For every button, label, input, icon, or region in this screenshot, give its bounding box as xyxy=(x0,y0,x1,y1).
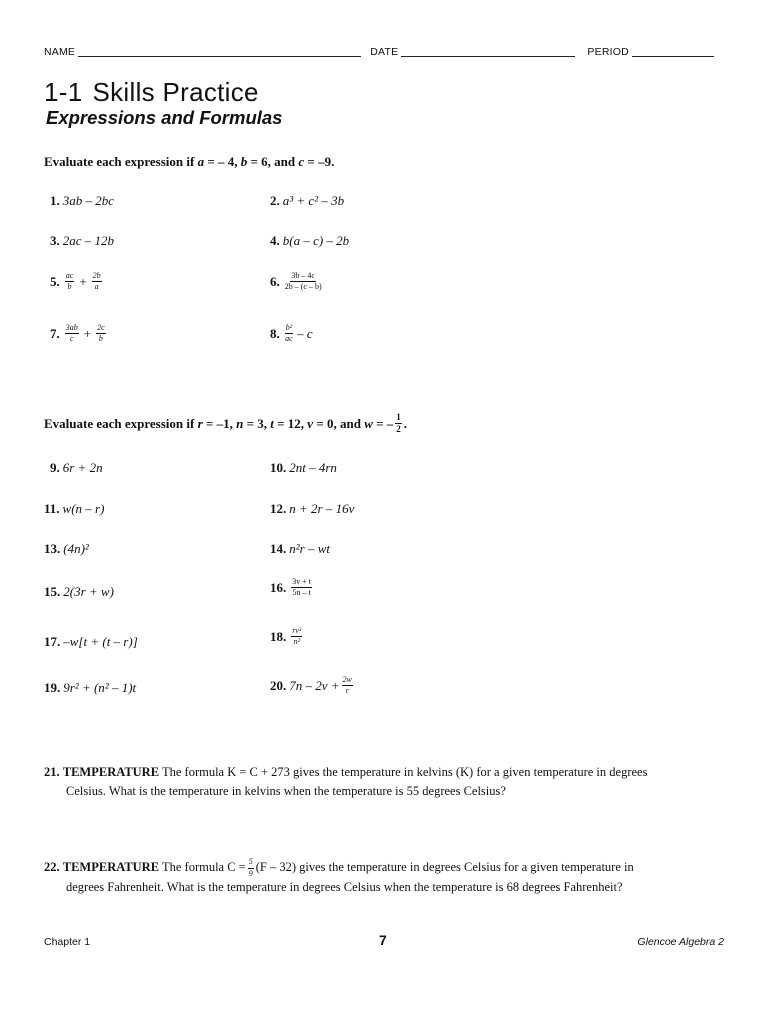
problem-8: 8. $\frac{\text{b²}}{ac}$ – c xyxy=(270,323,313,344)
name-field[interactable] xyxy=(44,45,367,58)
chapter-label: Chapter 1 xyxy=(44,936,91,948)
date-field[interactable] xyxy=(370,45,584,58)
period-blank[interactable] xyxy=(632,45,714,57)
problem-6: 6. $\frac{3b - 4c}{2b - (c - b)}$ xyxy=(270,271,322,292)
problem-16: 16. $\frac{3v + t}{5n - t}$ xyxy=(270,577,311,598)
problem-3: 3. 2ac – 12b xyxy=(50,233,115,248)
problem-10: 10. 2nt – 4rn xyxy=(270,460,337,475)
problem-5: 5. $\frac{ac}{b}$ + $\frac{2b}{a}$ xyxy=(50,271,101,292)
problem-17: 17. –w[t + (t – r)] xyxy=(44,634,138,649)
problem-13: 13. (4n)² xyxy=(44,541,89,556)
date-label: DATE xyxy=(370,46,399,58)
problem-20: 20. 7n – 2v + $\frac{2w}{r}$ xyxy=(270,675,352,696)
period-label: PERIOD xyxy=(587,46,629,58)
problem-14: 14. n²r – wt xyxy=(270,541,330,556)
section1-directions: Evaluate each expression if a = – 4, b = 6, and c = –9. xyxy=(44,154,335,169)
lesson-number: 1-1 xyxy=(44,77,83,107)
book-title: Glencoe Algebra 2 xyxy=(637,936,724,948)
problem-19: 19. 9r² + (n² – 1)t xyxy=(44,680,137,695)
name-label: NAME xyxy=(44,46,76,58)
lesson-title: Skills Practice xyxy=(92,77,259,107)
student-info-header xyxy=(44,45,724,58)
problem-18: 18. $\frac{\text{rv³}}{\text{n²}}$ xyxy=(270,626,302,647)
problem-1: 1. 3ab – 2bc xyxy=(50,193,115,208)
page-title xyxy=(44,77,259,108)
problem-11: 11. w(n – r) xyxy=(44,501,105,516)
page-number: 7 xyxy=(379,932,387,948)
date-blank[interactable] xyxy=(401,45,575,57)
problem-2: 2. a³ + c² – 3b xyxy=(270,193,345,208)
problem-7: 7. $\frac{3ab}{c}$ + $\frac{2c}{b}$ xyxy=(50,323,105,344)
problem-21: 21. TEMPERATURE The formula K = C + 273 gives the temperature in kelvins (K) for a given temperature in degrees Celsius. What is the temperature in kelvins when the temperature is 55 degrees Celsius? xyxy=(44,765,648,798)
problem-9: 9. 6r + 2n xyxy=(50,460,103,475)
section2-directions: Evaluate each expression if r = –1, n = 3, t = 12, v = 0, and w = – $\frac{1}{2}$ . xyxy=(44,412,408,435)
period-field[interactable] xyxy=(587,45,713,58)
problem-15: 15. 2(3r + w) xyxy=(44,584,114,599)
name-blank[interactable] xyxy=(78,45,361,57)
problem-12: 12. n + 2r – 16v xyxy=(270,501,355,516)
page-subtitle: Expressions and Formulas xyxy=(46,107,283,128)
problem-22: 22. TEMPERATURE The formula C = $\frac{5}{9}$ (F – 32) gives the temperature in degrees Celsius for a given temperature in degrees Fahrenheit. What is the temperature in degrees Celsius when the temperature is 68 degrees Fahrenheit? xyxy=(44,857,634,895)
problem-4: 4. b(a – c) – 2b xyxy=(270,233,350,248)
